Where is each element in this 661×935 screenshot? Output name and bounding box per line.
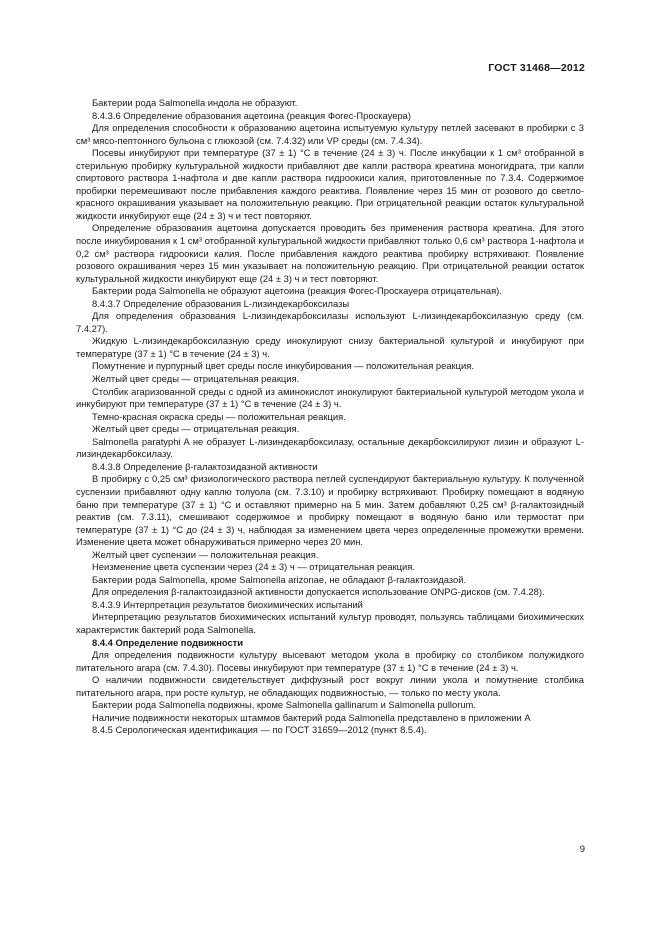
paragraph: Бактерии рода Salmonella подвижны, кроме Salmonella gallinarum и Salmonella pullorum. bbox=[92, 699, 476, 711]
section-heading: 8.4.3.8 Определение β-галактозидазной активности bbox=[92, 460, 318, 472]
paragraph: Salmonella paratyphi A не образует L-лизиндекарбоксилазу, остальные декарбоксилируют лизин и образуют L-лизиндекарбоксилазу. bbox=[76, 435, 584, 460]
paragraph: Для определения β-галактозидазной активности допускается использование ONPG-дисков (см. 7.4.28). bbox=[92, 586, 545, 598]
paragraph: Желтый цвет среды — отрицательная реакция. bbox=[92, 423, 300, 435]
section-heading: 8.4.5 Серологическая идентификация — по ГОСТ 31659—2012 (пункт 8.5.4). bbox=[92, 724, 427, 736]
paragraph: Помутнение и пурпурный цвет среды после инкубирования — положительная реакция. bbox=[92, 360, 474, 372]
paragraph: Желтый цвет суспензии — положительная реакция. bbox=[92, 548, 319, 560]
paragraph: Бактерии рода Salmonella, кроме Salmonella arizonae, не обладают β-галактозидазой. bbox=[92, 573, 467, 585]
section-heading-bold: 8.4.4 Определение подвижности bbox=[92, 636, 244, 648]
paragraph: Посевы инкубируют при температуре (37 ± 1) °С в течение (24 ± 3) ч. После инкубации к 1 см³ отобранной в стерильную пробирку культуральной жидкости прибавляют две капли раствора креатина моногидрата, три капли спиртового раствора 1-нафтола и две капли раствора гидроокиси калия, приготовленные по 7.3.4. Содержимое пробирки перемешивают после прибавления каждого реактива. Появление через 15 мин от розового до светло-красного окрашивания указывает на положительную реакцию. При отрицательной реакции остаток культуральной жидкости инкубируют еще (24 ± 3) ч и тест повторяют. bbox=[76, 147, 584, 221]
paragraph: Желтый цвет среды — отрицательная реакция. bbox=[92, 373, 300, 385]
section-heading: 8.4.3.9 Интерпретация результатов биохимических испытаний bbox=[92, 598, 363, 610]
paragraph: Бактерии рода Salmonella не образуют ацетоина (реакция Фогес-Проскауера отрицательная). bbox=[92, 285, 502, 297]
section-heading: 8.4.3.7 Определение образования L-лизиндекарбоксилазы bbox=[92, 297, 350, 309]
paragraph: О наличии подвижности свидетельствует диффузный рост вокруг линии укола и помутнение столбика питательного агара, при росте культур, не обладающих подвижностью, — только по месту укола. bbox=[76, 674, 584, 698]
paragraph: Столбик агаризованной среды с одной из аминокислот инокулируют бактериальной культурой методом укола и инкубируют при температуре (37 ± 1) °С в течение (24 ± 3) ч. bbox=[76, 385, 584, 410]
page-number: 9 bbox=[579, 844, 585, 855]
paragraph: Жидкую L-лизиндекарбоксилазную среду инокулируют снизу бактериальной культурой и инкубируют при температуре (37 ± 1) °С в течение (24 ± 3) ч. bbox=[76, 335, 584, 359]
paragraph: Для определения способности к образованию ацетоина испытуемую культуру петлей засевают в пробирки с 3 см³ мясо-пептонного бульона с глюкозой (см. 7.4.32) или VP среды (см. 7.4.34). bbox=[76, 122, 584, 146]
paragraph: Бактерии рода Salmonella индола не образуют. bbox=[92, 97, 298, 108]
paragraph: Темно-красная окраска среды — положительная реакция. bbox=[92, 410, 346, 422]
paragraph: Наличие подвижности некоторых штаммов бактерий рода Salmonella представлено в приложении А bbox=[92, 711, 531, 723]
paragraph: Определение образования ацетоина допускается проводить без применения раствора креатина. Для этого после инкубирования к 1 см³ отобранной культуральной жидкости прибавляют только 0,6 см³ раствора 1-нафтола и 0,2 см³ раствора гидроокиси калия. После прибавления каждого реактива пробирку встряхивают. Появление розового окрашивания через 15 мин указывает на положительную реакцию. При отрицательной реакции остаток культуральной жидкости инкубируют еще (24 ± 3) ч и тест повторяют. bbox=[76, 222, 584, 284]
paragraph: Интерпретацию результатов биохимических испытаний культур проводят, пользуясь таблицами биохимических характеристик бактерий рода Salmonella. bbox=[76, 611, 584, 635]
paragraph: Неизменение цвета суспензии через (24 ± 3) ч — отрицательная реакция. bbox=[92, 561, 415, 573]
paragraph: В пробирку с 0,25 см³ физиологического раствора петлей суспендируют бактериальную культуру. К полученной суспензии прибавляют одну каплю толуола (см. 7.3.10) и пробирку встряхивают. Пробирку помещают в водяную баню при температуре (37 ± 1) °С и оставляют примерно на 5 мин. Затем добавляют 0,25 см³ β-галактозидный реактив (см. 7.3.11), смешивают содержимое и пробирку помещают в водяную баню или термостат при температуре (37 ± 1) °С до (24 ± 3) ч, наблюдая за изменением цвета через определенные промежутки времени. Изменение цвета может обнаруживаться примерно через 20 мин. bbox=[76, 473, 584, 548]
section-heading: 8.4.3.6 Определение образования ацетоина (реакция Фогес-Проскауера) bbox=[92, 109, 412, 121]
paragraph: Для определения образования L-лизиндекарбоксилазы используют L-лизиндекарбоксилазную среду (см. 7.4.27). bbox=[76, 310, 584, 334]
document-body bbox=[76, 97, 584, 737]
document-header: ГОСТ 31468—2012 bbox=[488, 62, 585, 74]
paragraph: Для определения подвижности культуру высевают методом укола в пробирку со столбиком полужидкого питательного агара (см. 7.4.30). Посевы инкубируют при температуре (37 ± 1) °С в течение (24 ± 3) ч. bbox=[76, 649, 584, 673]
